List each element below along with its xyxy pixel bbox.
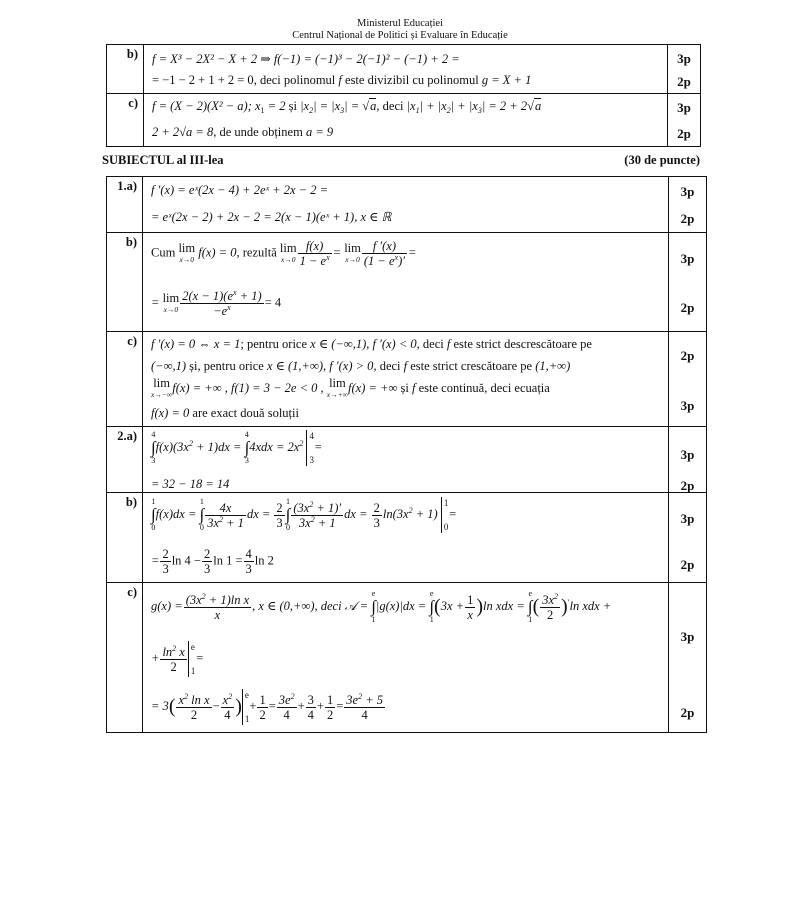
math-expression: f ′(x) = eˣ(2x − 4) + 2eˣ + 2x − 2 =	[151, 183, 329, 197]
result: = 4	[264, 295, 282, 310]
text: , deci polinomul	[253, 73, 339, 87]
fraction: $\frac{3e^2}{4}$	[278, 691, 295, 722]
section-points: (30 de puncte)	[624, 153, 700, 167]
row-2b-integral	[107, 493, 707, 583]
integral: 1 ∫ 0	[151, 497, 156, 532]
fraction: $\frac{(3x^2 + 1)'}{3x^2 + 1}$	[293, 499, 342, 530]
text: Cum	[151, 245, 176, 260]
solution-line	[152, 73, 531, 88]
limit: lim x→+∞	[326, 376, 349, 399]
solution-line: f = (X − 2)(X² − a); $x_1 = 2$ și $|x_2| = |x_3| = √a$, deci $|x_1| + |x_2| + |x_3| = 2 + 2√a$	[152, 99, 542, 115]
fraction: $\frac{(3x^2 + 1)\ln x}{x}$	[185, 591, 250, 622]
points-value: 3p	[677, 100, 691, 115]
points-value: 3p	[680, 184, 695, 199]
evaluation-bar: e 1	[188, 641, 196, 677]
fraction: $\frac{3x^2}{2}$	[542, 591, 559, 622]
fraction: $\frac{2}{3}$	[162, 547, 169, 576]
item-label: 2.a)	[107, 427, 143, 493]
solution-line: g(x) = $\frac{(3x^2 + 1)\ln x}{x}$ , x ∈ (0,+∞), deci 𝒜 = e ∫ 1|g(x)|dx = e ∫ 1(3x + $\frac{1}{x}$ )ln xdx = e ∫ 1( $\frac{3x^2}{2}$ )′ln xdx +	[151, 589, 612, 624]
math-expression: = −1 − 2 + 1 + 2 = 0	[152, 73, 254, 87]
solution-line	[151, 209, 391, 225]
item-label: b)	[107, 233, 143, 332]
points-value: 3p	[680, 398, 695, 413]
points-value: 2p	[680, 300, 695, 315]
solution-line: f(x) = 0 are exact două soluții	[151, 406, 299, 420]
text: și	[285, 99, 301, 113]
points-value: 2p	[680, 478, 695, 493]
row-1a	[107, 177, 707, 233]
math-expression: = 32 − 18 = 14	[151, 477, 230, 491]
limit: lim x→−∞	[151, 376, 173, 399]
limit: lim x→0	[279, 240, 297, 264]
solution-line	[151, 183, 328, 198]
solution-body	[144, 94, 668, 147]
solution-line	[152, 51, 460, 67]
solution-table-part2	[106, 44, 701, 147]
fraction: $\frac{f(x)}{1 - e^x}$	[299, 239, 330, 268]
solution-line: lim x→−∞ f(x) = +∞ , f(1) = 3 − 2e < 0 , lim x→+∞ f(x) = +∞ și f este continuă, deci ecuația	[151, 376, 550, 399]
fraction: $\frac{1}{2}$	[326, 692, 334, 722]
points-value: 3p	[680, 629, 695, 644]
points-value: 3p	[680, 511, 695, 526]
fraction: $\frac{4x}{3x^2 + 1}$	[207, 500, 244, 530]
points-value: 3p	[677, 51, 691, 66]
points-cell	[669, 427, 707, 493]
header-ministry: Ministerul Educației	[356, 18, 444, 29]
item-label: 1.a)	[107, 177, 143, 233]
solution-body	[143, 493, 669, 583]
integral: 4 ∫ 3	[244, 430, 250, 465]
points-value: 2p	[677, 74, 691, 89]
math-expression: f = X³ − 2X² − X + 2 ⇒ f(−1) = (−1)³ − 2(−1)² − (−1) + 2 =	[152, 52, 460, 66]
integral: 1 ∫ 0	[199, 497, 205, 532]
integral: 1 ∫ 0	[285, 497, 291, 532]
math-expression: f = (X − 2)(X² − a); x	[152, 99, 261, 113]
integral: 4 ∫ 3	[151, 430, 156, 465]
fraction: $\frac{2(x - 1)(e^x + 1)}{-e^x}$	[182, 288, 262, 318]
math-var: f	[338, 73, 342, 87]
points-cell	[669, 583, 707, 733]
solution-line: f ′(x) = 0 ⇔ x = 1; pentru orice x ∈ (−∞,1), f ′(x) < 0, deci f este strict descrescătoare pe	[151, 337, 592, 351]
fraction: $\frac{2}{3}$	[373, 500, 380, 530]
solution-line: = $\frac{2}{3}$ ln 4 − $\frac{2}{3}$ ln 1 = $\frac{4}{3}$ ln 2	[151, 547, 274, 576]
solution-body	[143, 583, 669, 733]
points-value: 2p	[677, 126, 691, 141]
header-center: Centrul Național de Politici și Evaluare în Educație	[292, 30, 508, 41]
text: , de unde obținem	[213, 125, 306, 139]
row-2c-area	[107, 583, 707, 733]
solution-line: 4 ∫ $3f(x)(3x^2 + 1)dx = 4$ ∫ $34xdx = 2x^2$ 4 3 =	[151, 430, 323, 465]
solution-line: (−∞,1) și, pentru orice x ∈ (1,+∞), f ′(x) > 0, deci f este strict crescătoare pe (1,+∞)	[151, 359, 571, 373]
section-title: SUBIECTUL al III-lea	[102, 153, 224, 167]
text: , deci	[376, 99, 407, 113]
fraction: $\frac{4}{3}$	[245, 547, 252, 576]
evaluation-bar: 1 0	[441, 497, 449, 533]
integral: e ∫ 1	[429, 589, 435, 624]
text: , rezultă	[236, 245, 277, 260]
math-expression: a = 9	[305, 125, 334, 139]
item-label: c)	[107, 583, 143, 733]
solution-line: Cum lim x→0 f(x) = 0, rezultă lim x→0 $\frac{f(x)}{1 - e^x}$ = lim x→0 $\frac{f '(x)}{(1 - e^x)'}$ =	[151, 239, 417, 268]
limit: lim x→0	[344, 240, 361, 264]
points-value: 2p	[680, 557, 695, 572]
solution-line: 1 ∫ 0f(x)dx = 1 ∫ 0 $\frac{4x}{3x^2 + 1}$ dx = $\frac{2}{3}$ 1 ∫ 0 $\frac{(3x^2 + 1)'}{3x^2 + 1}$ dx = $\frac{2}{3}$ $\ln(3x^2 + 1)$ 1 0 =	[151, 497, 457, 532]
points-value: 2p	[680, 705, 695, 720]
fraction: $\frac{1}{2}$	[259, 692, 266, 722]
points-cell	[669, 493, 707, 583]
solution-body	[143, 177, 669, 233]
evaluation-bar: 4 3	[306, 430, 314, 466]
fraction: $\frac{f '(x)}{(1 - e^x)'}$	[363, 239, 405, 268]
solution-body	[144, 45, 668, 94]
points-value: 3p	[680, 251, 695, 266]
points-cell	[668, 94, 701, 147]
fraction: $\frac{2}{3}$	[276, 500, 283, 530]
points-value: 2p	[680, 348, 695, 363]
item-label: b)	[107, 45, 144, 94]
math-expression: 2 + 2√a = 8	[152, 125, 214, 139]
fraction: $\frac{x^2 \ln x}{2}$	[178, 691, 210, 722]
solution-line: + $\frac{\ln^2 x}{2}$ e 1 =	[151, 642, 204, 676]
row-1b	[107, 233, 707, 332]
text: este divizibil cu polinomul	[341, 73, 482, 87]
solution-table-part3	[106, 176, 707, 733]
points-cell	[668, 45, 701, 94]
area-symbol: 𝒜	[344, 598, 357, 613]
row-1c	[107, 332, 707, 427]
math-expression: = eˣ(2x − 2) + 2x − 2 = 2(x − 1)(eˣ + 1), x ∈ ℝ	[151, 210, 392, 224]
fraction: $\frac{1}{x}$	[467, 592, 474, 622]
integral: e ∫ 1	[527, 589, 533, 624]
integral: e ∫ 1	[371, 589, 376, 624]
item-label: c)	[107, 94, 144, 147]
points-cell	[669, 177, 707, 233]
row-2c	[107, 94, 701, 147]
solution-line: = 3( $\frac{x^2 \ln x}{2}$ − $\frac{x^2}{4}$ ) e 1 + $\frac{1}{2}$ = $\frac{3e^2}{4}$ + $\frac{3}{4}$ + $\frac{1}{2}$ = $\frac{3e^2 + 5}{4}$	[151, 690, 383, 724]
points-cell	[669, 332, 707, 427]
solution-body	[143, 233, 669, 332]
item-label: b)	[107, 493, 143, 583]
solution-line	[152, 125, 333, 140]
points-value: 2p	[680, 211, 695, 226]
solution-body	[143, 332, 669, 427]
solution-body	[143, 427, 669, 493]
points-cell	[669, 233, 707, 332]
fraction: $\frac{x^2}{4}$	[222, 691, 233, 722]
limit: lim x→0	[178, 240, 196, 264]
fraction: $\frac{\ln^2 x}{2}$	[162, 643, 185, 674]
evaluation-bar: e 1	[242, 689, 250, 725]
points-value: 3p	[680, 447, 695, 462]
fraction: $\frac{2}{3}$	[203, 547, 211, 576]
fraction: $\frac{3e^2 + 5}{4}$	[346, 691, 383, 722]
row-2a	[107, 427, 707, 493]
math-expression: g = X + 1	[481, 73, 532, 87]
item-label: c)	[107, 332, 143, 427]
row-2b	[107, 45, 701, 94]
limit: lim x→0	[162, 290, 180, 314]
solution-line: = lim x→0 $\frac{2(x - 1)(e^x + 1)}{-e^x}$ = 4	[151, 288, 282, 318]
solution-line	[151, 477, 229, 492]
fraction: $\frac{3}{4}$	[307, 692, 314, 722]
